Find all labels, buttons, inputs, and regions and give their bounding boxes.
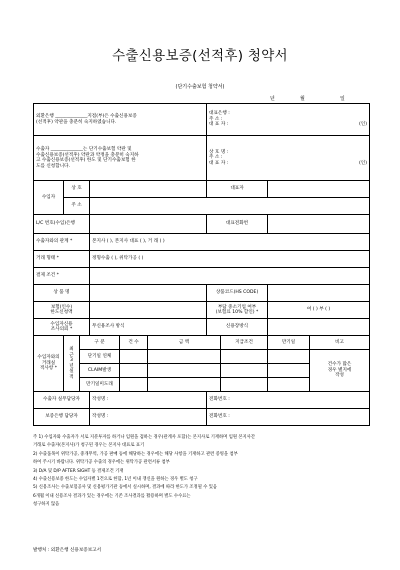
history-row-3-label: 만기일미도래 bbox=[80, 378, 120, 392]
exporter-contact-label: 수출자 실무담당자 bbox=[34, 392, 90, 409]
history-col-category: 구 분 bbox=[80, 336, 120, 350]
coverage-limit-value[interactable] bbox=[90, 302, 207, 319]
credit-method-label: 무신용조사 방식 bbox=[90, 319, 207, 336]
footnotes bbox=[33, 434, 371, 510]
note-1: 주 1) 수입자와 수출자가 서로 지분투자를 하거나 임원을 겸하는 경우(관계사 포함)는 본지사로 기재하며 임원 본지사간 bbox=[33, 435, 255, 440]
history-row-1-label: 단기일 연체 bbox=[80, 350, 120, 364]
history-col-amount: 금 액 bbox=[148, 336, 221, 350]
applicant-pledge: 외환은행 ______________지점(부)은 수출신용보증 (선적후) 약관을 충분히 숙지하였습니다. bbox=[34, 104, 207, 136]
credit-grade-label: 신용장방식 bbox=[207, 319, 268, 336]
domestic-loss-options[interactable]: 여 ( ) 부 ( ) bbox=[268, 302, 370, 319]
credit-grade-value[interactable] bbox=[268, 319, 370, 336]
history-row-3-amount[interactable] bbox=[148, 378, 221, 392]
history-row-2-count[interactable] bbox=[120, 364, 148, 378]
trade-no-value[interactable] bbox=[268, 215, 370, 234]
note-2: 2) 수출품목이 위탁가공, 중개무역, 가공 판매 등에 해당하는 경우에는 해당 사항을 기재하고 관련 증빙을 첨부 bbox=[33, 451, 238, 457]
history-row-1-due[interactable] bbox=[268, 350, 310, 364]
importer-ceo-value[interactable] bbox=[268, 181, 370, 198]
rep2-seal-mark: (인) bbox=[359, 160, 368, 166]
rep2-ceo-label: 대 표 자 : bbox=[209, 160, 229, 166]
history-col-due: 만기일 bbox=[268, 336, 310, 350]
goods-label: 상 품 명 bbox=[34, 285, 90, 302]
rep-company-label: 대표은행 : bbox=[209, 111, 230, 117]
trade-history-label: 수입자와의 거래실 적사항 * bbox=[34, 336, 64, 392]
trade-volume-value[interactable]: 정형수출 ( ), 위탁가공 ( ) bbox=[90, 251, 370, 268]
note-5-cont: 6개월 이내 신용조사 결과가 있는 경우에는 기존 조사결과를 활용하며 별도 수수료는 bbox=[33, 493, 191, 499]
representative-box-2 bbox=[207, 136, 370, 181]
application-form-table bbox=[33, 103, 370, 426]
lc-no-label: L/C 번호(수입)은행 bbox=[34, 215, 90, 234]
rep2-address-label: 주 소 : bbox=[209, 155, 223, 161]
history-col-count: 건 수 bbox=[120, 336, 148, 350]
history-remarks-note: 건수가 많은 경우 별지에 작성 bbox=[310, 350, 370, 392]
note-5-cont-2: 청구하지 않음 bbox=[33, 502, 60, 508]
coverage-limit-label: 보험(인수) 한도신청액 bbox=[34, 302, 90, 319]
history-row-2-due[interactable] bbox=[268, 364, 310, 378]
trade-volume-label: 거래 형태 * bbox=[34, 251, 90, 268]
exporter-phone[interactable]: 전화번호 : bbox=[207, 392, 370, 409]
representative-box-1 bbox=[207, 104, 370, 136]
history-row-2-label: CLAIM발생 bbox=[80, 364, 120, 378]
importer-name-label: 상 호 bbox=[64, 181, 90, 198]
note-2-cont: 하여 주시기 바랍니다. 위탁가공 수출의 경우에는 위탁가공 관련서류 첨부 bbox=[33, 460, 170, 466]
hs-code-label: 상품코드(HS CODE) bbox=[207, 285, 268, 302]
goods-value[interactable] bbox=[90, 285, 207, 302]
rep-ceo-label: 대 표 자 : bbox=[209, 122, 229, 128]
note-5: 5) 신용조사는 수출보험공사 및 신용평가기관 등에서 실시하며, 결과에 따라 한도가 조정될 수 있음 bbox=[33, 485, 218, 491]
history-row-1-count[interactable] bbox=[120, 350, 148, 364]
relation-label: 수출자와의 관계 * bbox=[34, 234, 90, 251]
insurer-phone[interactable]: 전화번호 : bbox=[207, 409, 370, 426]
note-1-cont: 거래로 수출자(본지사)가 청구된 경우는 본지사 대표로 표기 bbox=[33, 443, 145, 449]
rep-address-label: 주 소 : bbox=[209, 116, 223, 122]
importer-credit-label: 수입자신용 조사의뢰 * bbox=[34, 319, 90, 336]
relation-options[interactable]: 본지사 ( ), 본지사 대표 ( ), 거 래 ( ) bbox=[90, 234, 370, 251]
note-4: 4) 수출신용보증 한도는 수입자별 1건으로 한함, 1년 이내 갱신을 원하는 경우 별도 청구 bbox=[33, 477, 198, 483]
history-row-3-settlement[interactable] bbox=[221, 378, 268, 392]
date-month: 월 bbox=[300, 96, 305, 102]
trade-history-sublabel: 최 근 3 년 실 적 bbox=[64, 336, 80, 392]
date-day: 일 bbox=[340, 96, 345, 102]
hs-code-value[interactable] bbox=[268, 285, 370, 302]
issuer-footer: 발행처 : 외환은행 신용보증보고서 bbox=[33, 548, 102, 553]
domestic-loss-label: 부담 중소기업 여부 (보험료 10% 할인) * bbox=[207, 302, 268, 319]
rep2-company-label: 상 호 명 : bbox=[209, 149, 229, 155]
history-row-1-settlement[interactable] bbox=[221, 350, 268, 364]
lc-no-value[interactable] bbox=[90, 215, 207, 234]
importer-ceo-label: 대표자 bbox=[207, 181, 268, 198]
history-col-remarks: 비고 bbox=[310, 336, 370, 350]
rep-seal-mark: (인) bbox=[359, 122, 368, 128]
exporter-writer[interactable]: 작성명 : bbox=[90, 392, 207, 409]
importer-address-value[interactable] bbox=[90, 198, 370, 215]
page-subtitle: (단기수출보험 청약서) bbox=[175, 84, 225, 90]
settlement-terms-label: 결제 조건 * bbox=[34, 268, 90, 285]
insurer-contact-label: 보증은행 담당자 bbox=[34, 409, 90, 426]
history-row-3-count[interactable] bbox=[120, 378, 148, 392]
history-col-settlement: 지급조건 bbox=[221, 336, 268, 350]
date-year: 년 bbox=[270, 96, 275, 102]
importer-address-label: 주 소 bbox=[64, 198, 90, 215]
note-3: 3) D/A 및 D/P AFTER SIGHT 등 결제조건 기재 bbox=[33, 468, 124, 474]
settlement-terms-value[interactable] bbox=[90, 268, 370, 285]
history-row-1-amount[interactable] bbox=[148, 350, 221, 364]
insurer-writer[interactable]: 작성명 : bbox=[90, 409, 207, 426]
importer-label: 수입자 bbox=[34, 181, 64, 215]
history-row-3-due[interactable] bbox=[268, 378, 310, 392]
history-row-2-settlement[interactable] bbox=[221, 364, 268, 378]
history-row-2-amount[interactable] bbox=[148, 364, 221, 378]
insured-pledge: 수출자 ______________는 단기수출보험 약관 및 수출신용보증(선적후) 약관과 약정을 충분히 숙지하 고 수출신용보증(선적후) 한도 및 단기수출보험 한 도를 신청합니다. bbox=[34, 136, 207, 181]
page-title: 수출신용보증(선적후) 청약서 bbox=[112, 48, 288, 64]
importer-name-value[interactable] bbox=[90, 181, 207, 198]
trade-no-label: 대표전화번 bbox=[207, 215, 268, 234]
